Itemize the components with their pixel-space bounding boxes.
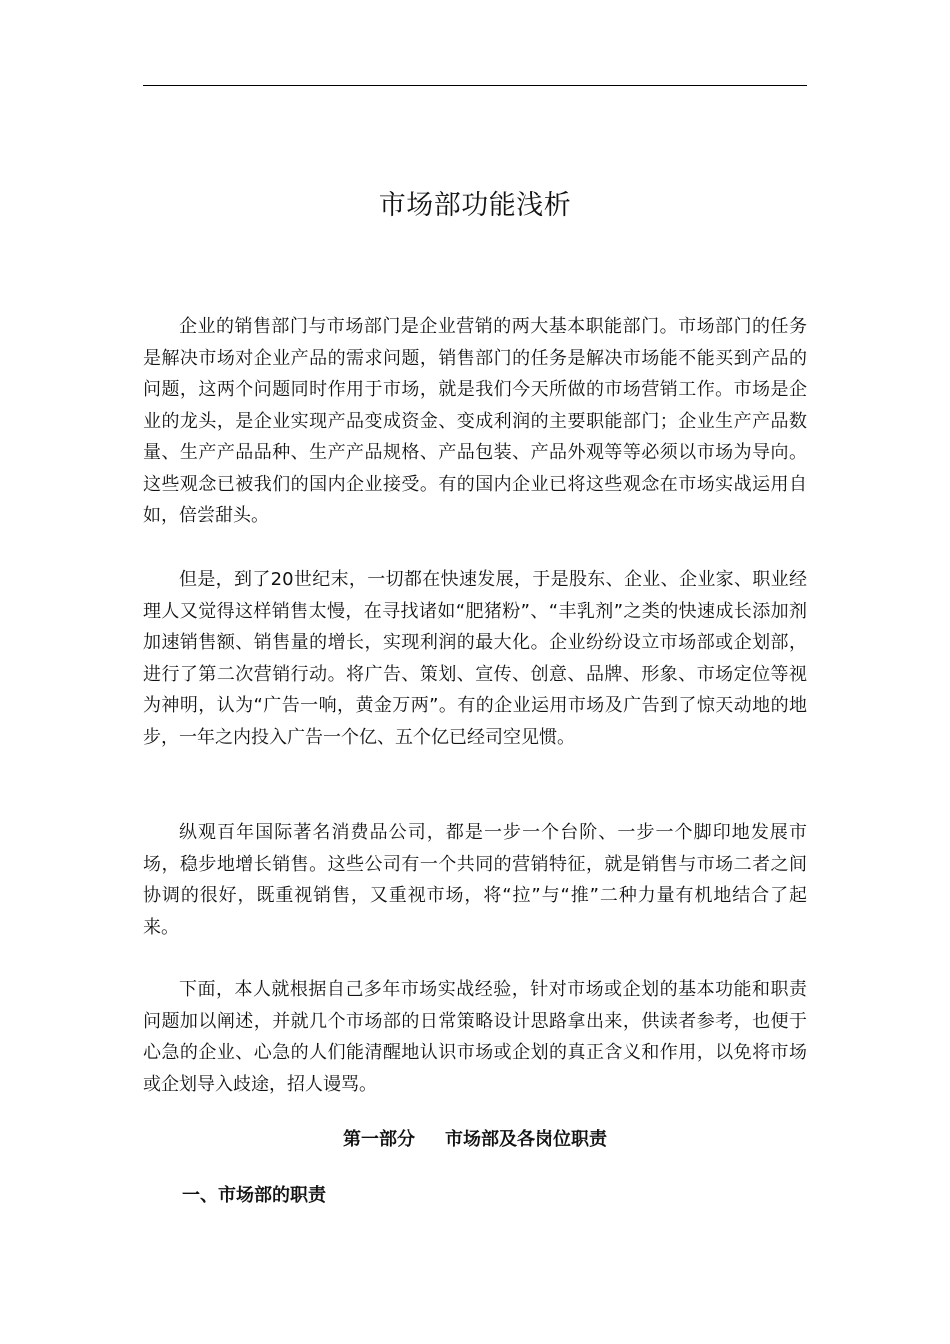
body-paragraph-4: 下面，本人就根据自己多年市场实战经验，针对市场或企划的基本功能和职责问题加以阐述，并就几个市场部的日常策略设计思路拿出来，供读者参考，也便于心急的企业、心急的人们能清醒地认识市场或企划的真正含义和作用，以免将市场或企划导入歧途，招人谩骂。 [143, 979, 807, 1095]
section-heading [143, 1126, 807, 1154]
section-title: 市场部及各岗位职责 [445, 1129, 607, 1150]
subsection-heading: 一、市场部的职责 [182, 1185, 326, 1206]
document-title: 市场部功能浅析 [378, 190, 572, 221]
section-part-label: 第一部分 [343, 1129, 415, 1150]
body-paragraph-3: 纵观百年国际著名消费品公司，都是一步一个台阶、一步一个脚印地发展市场，稳步地增长销售。这些公司有一个共同的营销特征，就是销售与市场二者之间协调的很好，既重视销售，又重视市场，将“拉”与“推”二种力量有机地结合了起来。 [143, 822, 807, 938]
body-paragraph-1: 企业的销售部门与市场部门是企业营销的两大基本职能部门。市场部门的任务是解决市场对企业产品的需求问题，销售部门的任务是解决市场能不能买到产品的问题，这两个问题同时作用于市场，就是我们今天所做的市场营销工作。市场是企业的龙头，是企业实现产品变成资金、变成利润的主要职能部门；企业生产产品数量、生产产品品种、生产产品规格、产品包装、产品外观等等必须以市场为导向。这些观念已被我们的国内企业接受。有的国内企业已将这些观念在市场实战运用自如，倍尝甜头。 [143, 316, 807, 526]
body-paragraph-2: 但是，到了20世纪末，一切都在快速发展，于是股东、企业、企业家、职业经理人又觉得这样销售太慢，在寻找诸如“肥猪粉”、“丰乳剂”之类的快速成长添加剂加速销售额、销售量的增长，实现利润的最大化。企业纷纷设立市场部或企划部，进行了第二次营销行动。将广告、策划、宣传、创意、品牌、形象、市场定位等视为神明，认为“广告一响，黄金万两”。有的企业运用市场及广告到了惊天动地的地步，一年之内投入广告一个亿、五个亿已经司空见惯。 [143, 569, 807, 748]
header-rule [143, 85, 807, 86]
